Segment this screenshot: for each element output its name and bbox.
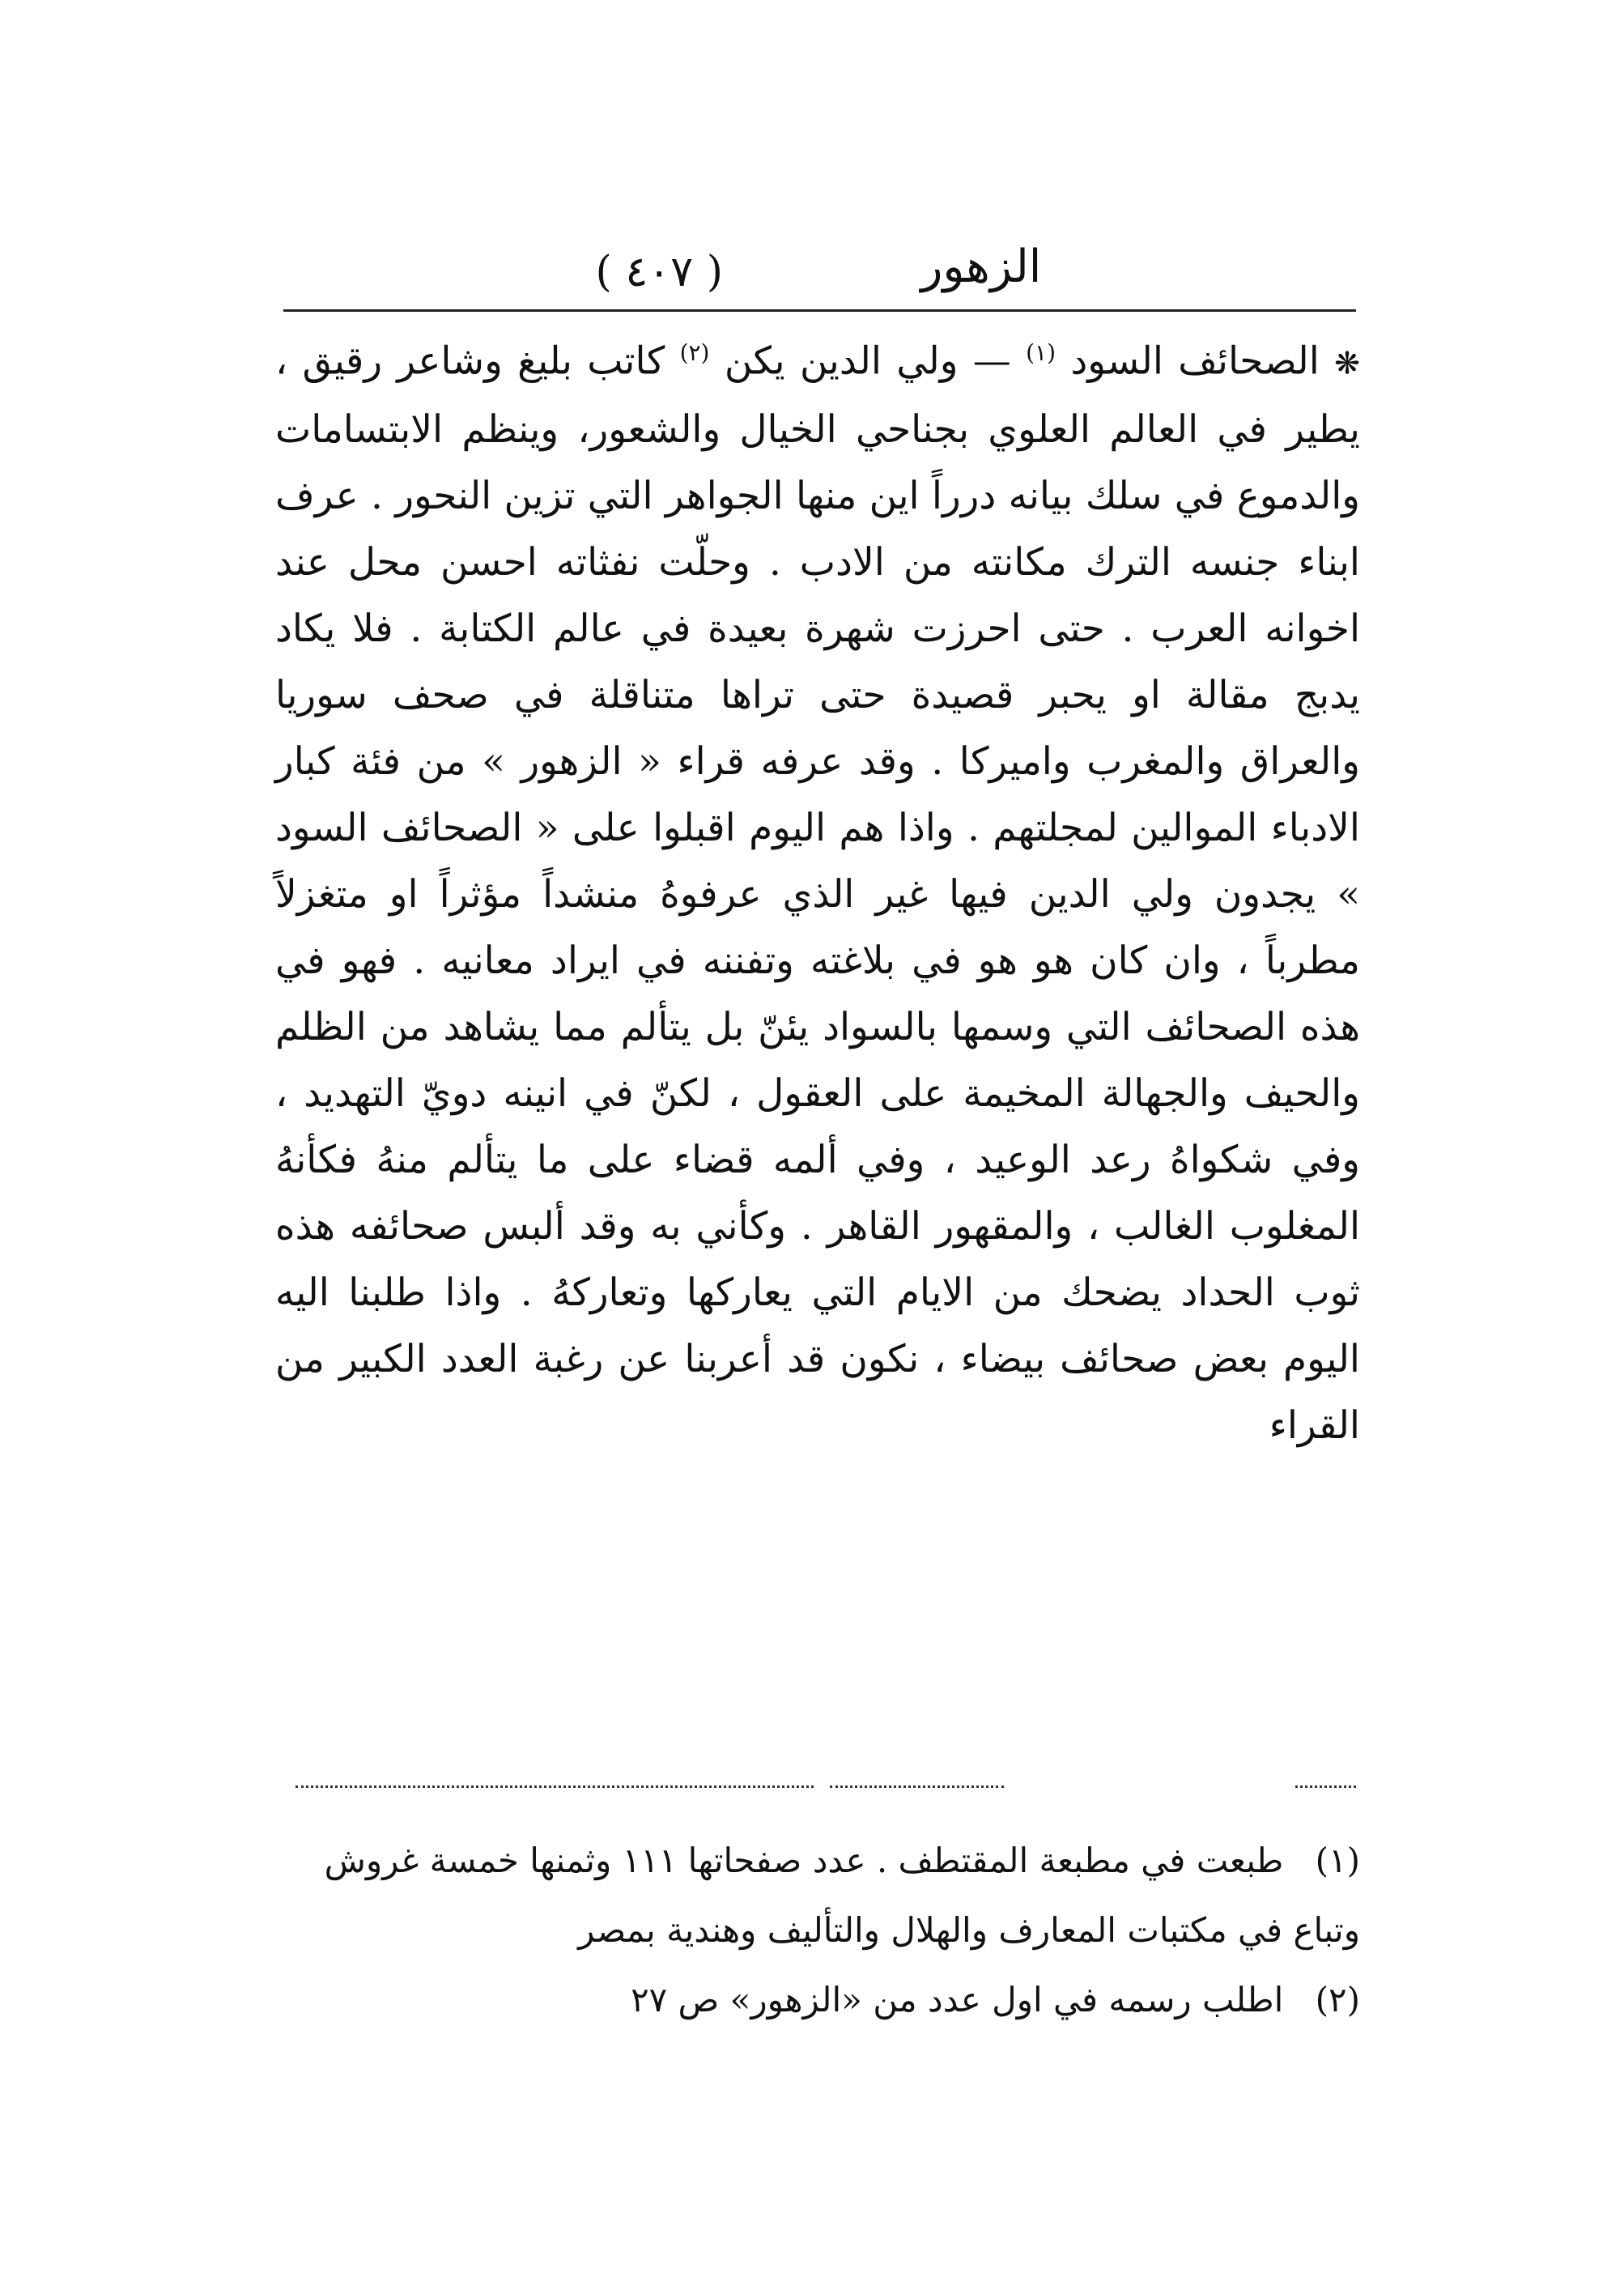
article-paragraph: [275, 320, 1360, 1459]
footnote-rule-segment: [1295, 1785, 1356, 1788]
footnote-rule-segment: [830, 1785, 1004, 1788]
footnote-ref-1: (١): [1026, 339, 1056, 366]
footnote-ref-2: (٢): [679, 339, 710, 366]
asterism-icon: ❋: [1334, 345, 1360, 381]
footnote-number: (٢): [1315, 1980, 1360, 2019]
dash: —: [972, 338, 1011, 384]
author-name: ولي الدين يكن: [724, 338, 959, 384]
magazine-title: الزهور: [920, 240, 1042, 293]
footnote-rule-segment: [295, 1785, 814, 1788]
footnote-2: [275, 1965, 1360, 2035]
footnote-number: (١): [1315, 1841, 1360, 1880]
footnote-text: اطلب رسمه في اول عدد من «الزهور» ص ٢٧: [631, 1980, 1284, 2019]
article-text: كاتب بليغ وشاعر رقيق ، يطير في العالم العلوي بجناحي الخيال والشعور، وينظم الابتسامات والدموع في سلك بيانه درراً اين منها الجواهر التي تزين النحور . عرف ابناء جنسه الترك مكانته من الادب . وحلّت نفثاته احسن محل عند اخوانه العرب . حتى احرزت شهرة بعيدة في عالم الكتابة . فلا يكاد يدبج مقالة او يحبر قصيدة حتى تراها متناقلة في صحف سوريا والعراق والمغرب واميركا . وقد عرفه قراء « الزهور » من فئة كبار الادباء الموالين لمجلتهم . واذا هم اليوم اقبلوا على « الصحائف السود » يجدون ولي الدين فيها غير الذي عرفوهُ منشداً مؤثراً او متغزلاً مطرباً ، وان كان هو هو في بلاغته وتفننه في ايراد معانيه . فهو في هذه الصحائف التي وسمها بالسواد يئنّ بل يتألم مما يشاهد من الظلم والحيف والجهالة المخيمة على العقول ، لكنّ في انينه دويّ التهديد ، وفي شكواهُ رعد الوعيد ، وفي ألمه قضاء على ما يتألم منهُ فكأنهُ المغلوب الغالب ، والمقهور القاهر . وكأني به وقد ألبس صحائفه هذه ثوب الحداد يضحك من الايام التي يعاركها وتعاركهُ . واذا طلبنا اليه اليوم بعض صحائف بيضاء ، نكون قد أعربنا عن رغبة العدد الكبير من القراء: [275, 338, 1360, 1448]
article-body: [275, 320, 1360, 1459]
footnotes: [275, 1826, 1360, 2035]
footnote-1: [275, 1826, 1360, 1965]
page-header: [283, 235, 1352, 308]
header-rule: [283, 309, 1356, 312]
footnote-text: طبعت في مطبعة المقتطف . عدد صفحاتها ١١١ وثمنها خمسة غروش وتباع في مكتبات المعارف والهلال والتأليف وهندية بمصر: [324, 1841, 1360, 1950]
book-title: الصحائف السود: [1070, 338, 1320, 384]
page-number: ( ٤٠٧ ): [595, 248, 724, 296]
